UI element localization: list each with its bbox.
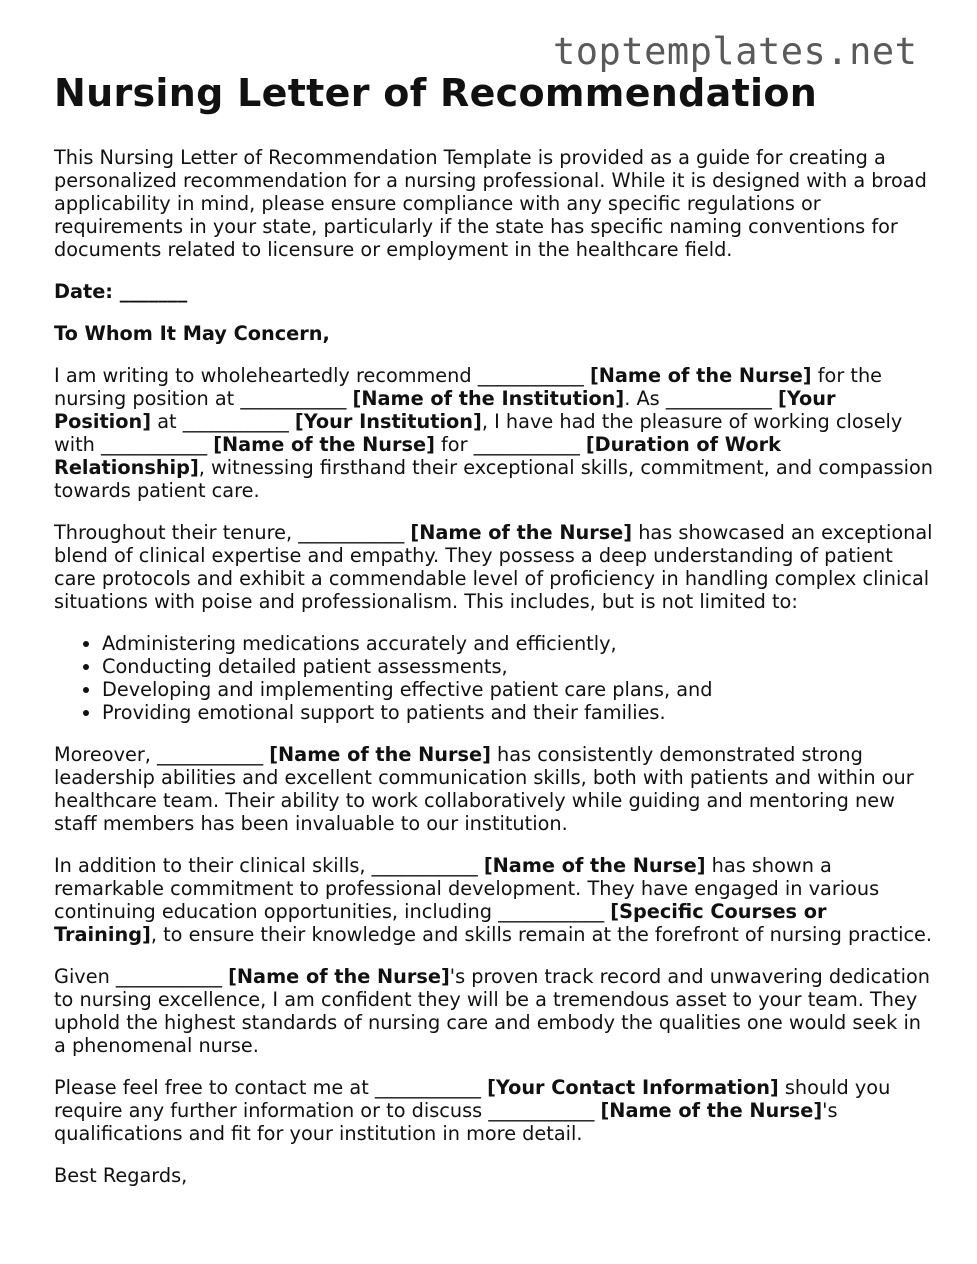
development-paragraph: In addition to their clinical skills, ___________ [Name of the Nurse] has shown a remarkable commitment to professional development. They have engaged in various continuing education opportunities, including ___________ [Specific Courses or Training], to ensure their knowledge and skills remain at the forefront of nursing practice. — [54, 854, 933, 946]
recommendation-paragraph: I am writing to wholeheartedly recommend ___________ [Name of the Nurse] for the nursing position at ___________ [Name of the Institution]. As ___________ [Your Position] at ___________ [Your Institution], I have had the pleasure of working closely with ___________ [Name of the Nurse] for ___________ [Duration of Work Relationship], witnessing firsthand their exceptional skills, commitment, and compassion towards patient care. — [54, 364, 933, 502]
salutation: To Whom It May Concern, — [54, 322, 330, 345]
date-line: Date: _______ — [54, 280, 188, 303]
list-item: • Conducting detailed patient assessments, — [102, 655, 934, 678]
leadership-paragraph: Moreover, ___________ [Name of the Nurse] has consistently demonstrated strong leadership abilities and excellent communication skills, both with patients and within our healthcare team. Their ability to work collaboratively while guiding and mentoring new staff members has been invaluable to our institution. — [54, 743, 914, 835]
site-watermark: toptemplates.net — [553, 30, 918, 73]
contact-paragraph: Please feel free to contact me at ___________ [Your Contact Information] should you require any further information or to discuss ___________ [Name of the Nurse]'s qualifications and fit for your institution in more detail. — [54, 1076, 891, 1145]
closing-line: Best Regards, — [54, 1164, 188, 1187]
endorsement-paragraph: Given ___________ [Name of the Nurse]'s proven track record and unwavering dedication to nursing excellence, I am confident they will be a tremendous asset to your team. They uphold the highest standards of nursing care and embody the qualities one would seek in a phenomenal nurse. — [54, 965, 930, 1057]
page-title: Nursing Letter of Recommendation — [54, 71, 818, 115]
tenure-paragraph: Throughout their tenure, ___________ [Name of the Nurse] has showcased an exceptional blend of clinical expertise and empathy. They possess a deep understanding of patient care protocols and exhibit a commendable level of proficiency in handling complex clinical situations with poise and professionalism. This includes, but is not limited to: — [54, 521, 933, 613]
letter-document — [54, 70, 934, 1206]
list-item: • Developing and implementing effective patient care plans, and — [102, 678, 934, 701]
skills-list — [54, 632, 934, 724]
list-item: • Administering medications accurately and efficiently, — [102, 632, 934, 655]
list-item: • Providing emotional support to patients and their families. — [102, 701, 934, 724]
intro-paragraph: This Nursing Letter of Recommendation Template is provided as a guide for creating a personalized recommendation for a nursing professional. While it is designed with a broad applicability in mind, please ensure compliance with any specific regulations or requirements in your state, particularly if the state has specific naming conventions for documents related to licensure or employment in the healthcare field. — [54, 146, 927, 261]
